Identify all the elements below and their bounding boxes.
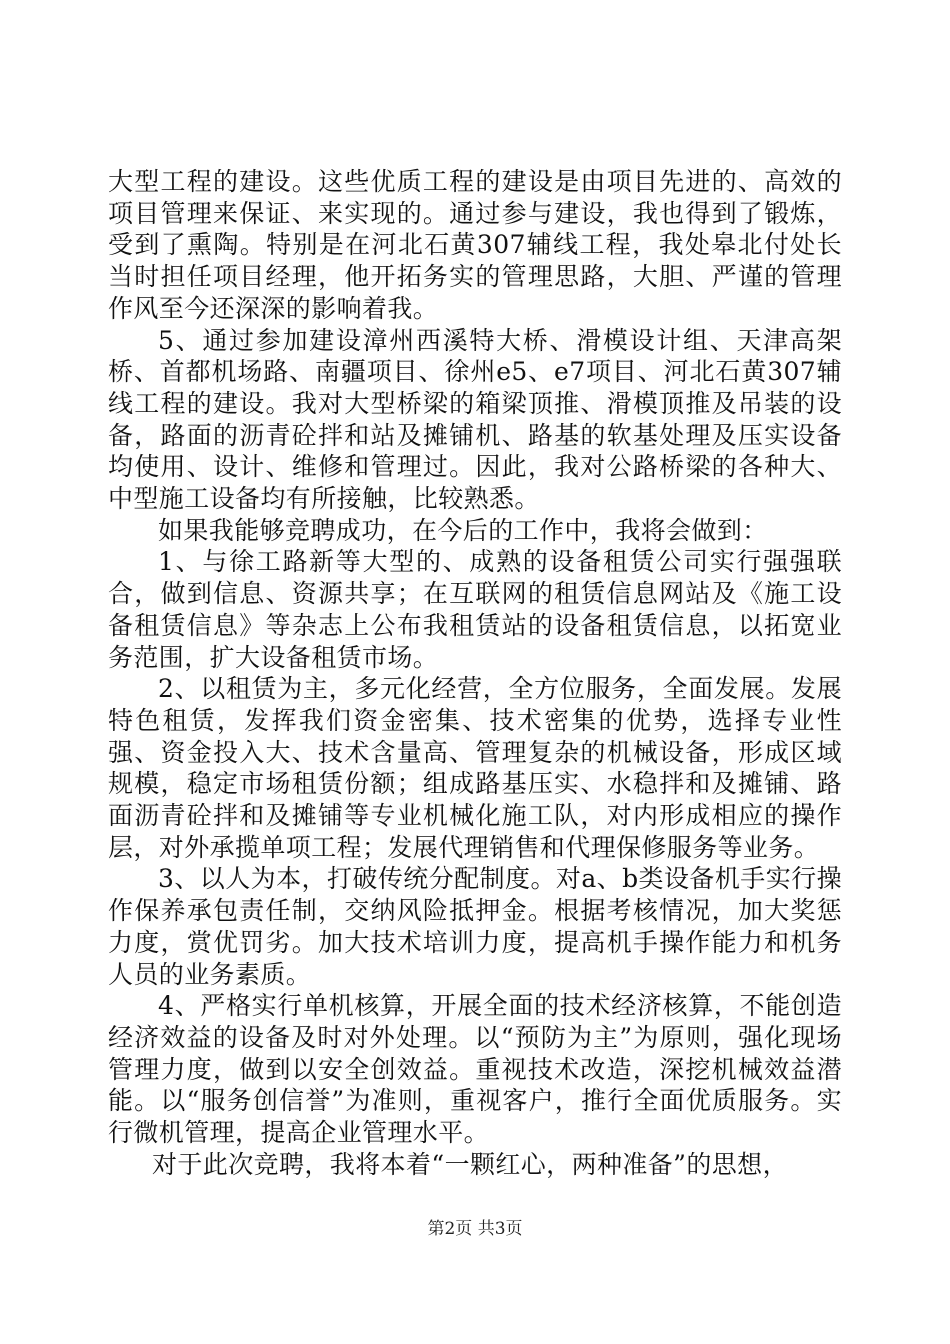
paragraph-commitment-intro: 如果我能够竞聘成功，在今后的工作中，我将会做到： — [158, 515, 768, 545]
paragraph-point-3: 3、以人为本，打破传统分配制度。对a、b类设备机手实行操作保养承包责任制，交纳风险抵押金。根据考核情况，加大奖惩力度，赏优罚劣。加大技术培训力度，提高机手操作能力和机务人员的业务素质。 — [108, 864, 842, 989]
page-footer: 第2页 共3页 — [427, 1219, 523, 1239]
paragraph-point-1: 1、与徐工路新等大型的、成熟的设备租赁公司实行强强联合，做到信息、资源共享；在互联网的租赁信息网站及《施工设备租赁信息》等杂志上公布我租赁站的设备租赁信息，以拓宽业务范围，扩大设备租赁市场。 — [108, 547, 842, 672]
paragraph-continued: 大型工程的建设。这些优质工程的建设是由项目先进的、高效的项目管理来保证、来实现的。通过参与建设，我也得到了锻炼，受到了熏陶。特别是在河北石黄307辅线工程，我处皋北付处长当时担任项目经理，他开拓务实的管理思路，大胆、严谨的管理作风至今还深深的影响着我。 — [108, 167, 842, 323]
paragraph-item-5: 5、通过参加建设漳州西溪特大桥、滑模设计组、天津高架桥、首都机场路、南疆项目、徐州e5、e7项目、河北石黄307辅线工程的建设。我对大型桥梁的箱梁顶推、滑模顶推及吊装的设备，路面的沥青砼拌和站及摊铺机、路基的软基处理及压实设备均使用、设计、维修和管理过。因此，我对公路桥梁的各种大、中型施工设备均有所接触，比较熟悉。 — [108, 325, 842, 514]
document-body — [108, 166, 842, 1181]
paragraph-point-2: 2、以租赁为主，多元化经营，全方位服务，全面发展。发展特色租赁，发挥我们资金密集、技术密集的优势，选择专业性强、资金投入大、技术含量高、管理复杂的机械设备，形成区域规模，稳定市场租赁份额；组成路基压实、水稳拌和及摊铺、路面沥青砼拌和及摊铺等专业机械化施工队，对内形成相应的操作层，对外承揽单项工程；发展代理销售和代理保修服务等业务。 — [108, 674, 842, 862]
paragraph-closing: 对于此次竞聘，我将本着“一颗红心，两种准备”的思想， — [152, 1149, 788, 1179]
paragraph-point-4: 4、严格实行单机核算，开展全面的技术经济核算，不能创造经济效益的设备及时对外处理。以“预防为主”为原则，强化现场管理力度，做到以安全创效益。重视技术改造，深挖机械效益潜能。以“服务创信誉”为准则，重视客户，推行全面优质服务。实行微机管理，提高企业管理水平。 — [108, 991, 842, 1148]
